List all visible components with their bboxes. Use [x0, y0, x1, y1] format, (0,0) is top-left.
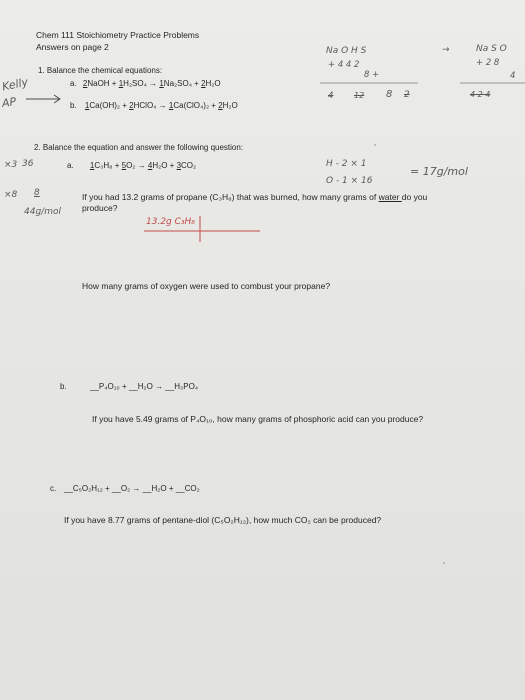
handwritten-value: 36 [22, 159, 34, 169]
coefficient: 1 [168, 101, 174, 110]
reactant: C₃H₈ + [94, 161, 120, 170]
handwritten-element-header: Na O H S [326, 46, 367, 56]
handwritten-multiplier: ×3 [4, 160, 18, 170]
question-2a-oxygen: How many grams of oxygen were used to combust your propane? [82, 281, 331, 291]
worksheet-subtitle: Answers on page 2 [36, 42, 109, 52]
handwritten-molar-mass: 44g/mol [24, 207, 61, 217]
coefficient: 2 [218, 101, 223, 110]
question-text: do you [401, 192, 428, 202]
handwritten-element-header-right: Na S O [476, 44, 507, 54]
coefficient: 3 [176, 161, 182, 170]
question-text: If you had 13.2 grams of propane (C₃H₈) that was burned, how many grams of [82, 192, 379, 202]
product: CO₂ [181, 161, 197, 170]
handwritten-mass-calc: H - 2 × 1 [326, 159, 367, 169]
coefficient: 1 [159, 79, 164, 88]
reactant: H₂SO₄ → [123, 79, 158, 88]
product: H₂O [205, 79, 221, 88]
handwritten-mass-result: = 17g/mol [410, 165, 468, 178]
label-2c: c. [50, 484, 57, 493]
coefficient: 1 [89, 161, 95, 170]
handwritten-mass-calc: O - 1 × 16 [326, 176, 373, 186]
product: H₂O [222, 101, 238, 110]
underlined-word: water [378, 192, 402, 202]
product: H₂O + [152, 161, 175, 170]
handwritten-struck-count: 2 [404, 90, 410, 100]
coefficient: 2 [129, 101, 134, 110]
label: a. [67, 161, 74, 170]
handwritten-count-edge: 4 [510, 71, 516, 81]
coefficient: 1 [84, 101, 90, 110]
handwritten-count-row: + 4 4 2 [328, 60, 360, 70]
coefficient: 4 [147, 161, 153, 170]
handwritten-given-mass: 13.2g C₃H₈ [146, 217, 195, 227]
coefficient: 2 [82, 79, 88, 88]
question-2c: If you have 8.77 grams of pentane-diol (C₅O₂H₁₂), how much CO₂ can be produced? [64, 515, 382, 525]
handwritten-arrow: → [442, 45, 450, 55]
label-2b: b. [60, 382, 67, 391]
reactant: NaOH + [87, 79, 117, 88]
question-2a-line2: produce? [82, 203, 118, 213]
product: Ca(ClO₄)₂ + [173, 101, 216, 110]
handwritten-count-row-right: + 2 8 [476, 58, 500, 68]
section1-heading: 1. Balance the chemical equations: [38, 66, 163, 75]
coefficient: 1 [118, 79, 124, 88]
coefficient: 2 [201, 79, 206, 88]
handwritten-name: Kelly [0, 75, 30, 94]
handwritten-multiplier: ×8 [4, 190, 18, 200]
worksheet-title: Chem 111 Stoichiometry Practice Problems [36, 30, 200, 40]
coefficient: 5 [121, 161, 127, 170]
handwritten-value: 8 [34, 188, 40, 198]
handwritten-struck-count: 12 [354, 91, 365, 100]
reactant: HClO₄ → [133, 101, 167, 110]
eq-2c: __C₅O₂H₁₂ + __O₂ → __H₂O + __CO₂ [64, 484, 200, 493]
eq-2b: __P₄O₁₀ + __H₂O → __H₃PO₄ [90, 382, 199, 391]
handwritten-initials: AP [1, 95, 18, 110]
product: Na₂SO₄ + [163, 79, 199, 88]
reactant: Ca(OH)₂ + [89, 101, 127, 110]
label: a. [70, 79, 77, 88]
handwritten-count: 8 [386, 89, 393, 100]
handwritten-struck-count-right: 4 2 4 [470, 90, 491, 99]
handwritten-count-row: 8 + [364, 70, 380, 80]
reactant: O₂ → [126, 161, 146, 170]
label: b. [70, 101, 77, 110]
handwritten-struck-count: 4 [328, 91, 334, 101]
question-2b: If you have 5.49 grams of P₄O₁₀, how many grams of phosphoric acid can you produce? [92, 414, 424, 424]
section2-heading: 2. Balance the equation and answer the following question: [34, 143, 244, 152]
